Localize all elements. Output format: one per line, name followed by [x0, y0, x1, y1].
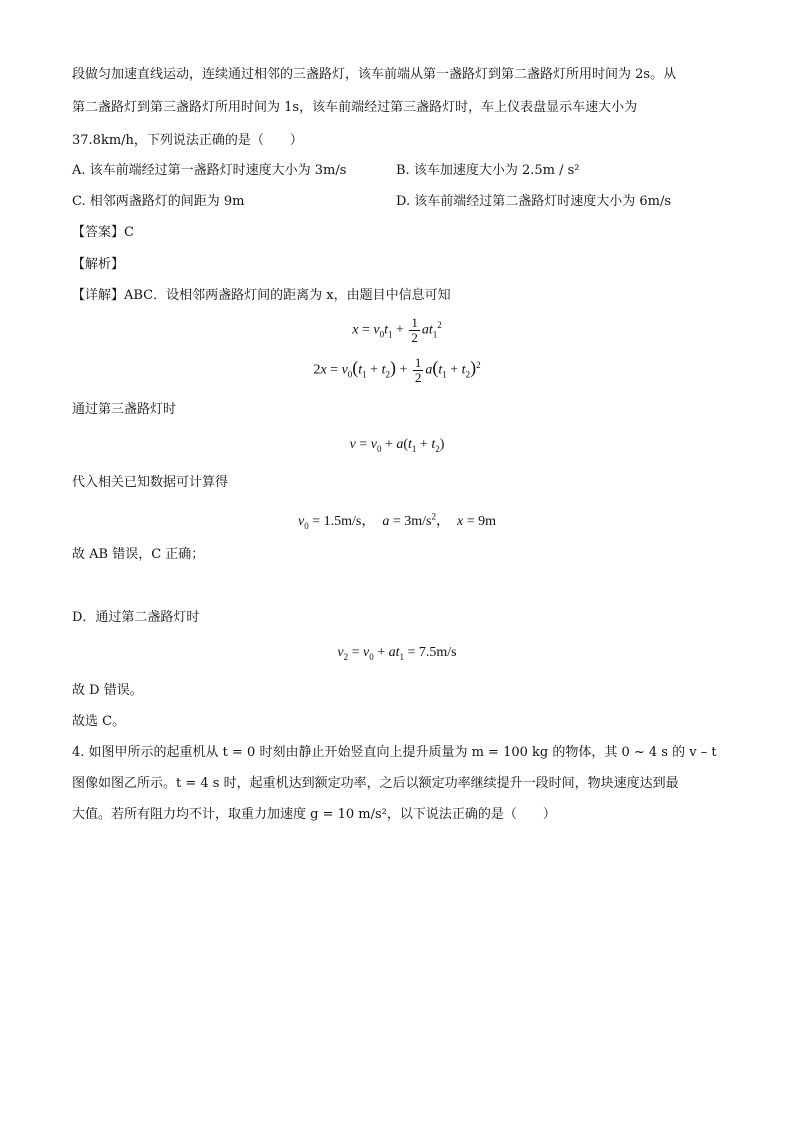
result-v2: 7.5m/s	[418, 645, 457, 660]
equation-2x-displacement: $2x = v_0(t_1 + t_2)$ + $\frac{1}{2}$ $a(t_1 + t_2)^2$	[313, 355, 481, 385]
fraction-one-half: $\frac{1}{2}$	[411, 315, 418, 345]
q4-stem-line-2: 图像如图乙所示。t = 4 s 时，起重机达到额定功率，之后以额定功率继续提升一段时间，物块速度达到最	[72, 776, 679, 791]
q3-stem-line-1: 段做匀加速直线运动，连续通过相邻的三盏路灯，该车前端从第一盏路灯到第二盏路灯所用时间为 2s。从	[72, 67, 677, 82]
q3-stem-line-3: 37.8km/h，下列说法正确的是（ ）	[72, 133, 303, 148]
result-v0: 1.5m/s	[323, 514, 362, 529]
q3-answer: 【答案】C	[72, 225, 134, 240]
text-d-wrong: 故 D 错误。	[72, 683, 143, 698]
q4-stem-line-1: 4. 如图甲所示的起重机从 t = 0 时刻由静止开始竖直向上提升质量为 m = 100 kg 的物体，其 0 ~ 4 s 的 v – t	[72, 745, 717, 760]
result-x: 9m	[478, 514, 496, 529]
text-choose: 故选 C。	[72, 714, 126, 729]
fraction-one-half: $\frac{1}{2}$	[414, 355, 422, 385]
q3-detail-line: 【详解】ABC．设相邻两盏路灯间的距离为 x，由题目中信息可知	[72, 288, 451, 303]
equation-v2: $v_2 = v_0 + at_1 = 7.5m/s$	[337, 645, 457, 662]
equation-x-displacement: $x = v_0t_1$ + $\frac{1}{2}$ $at_1^2$	[352, 315, 442, 345]
q3-option-b: B. 该车加速度大小为 2.5m / s²	[396, 163, 580, 178]
q3-analysis-heading: 【解析】	[72, 257, 125, 272]
equation-results: $v_0 = 1.5m/s$， $a = 3m/s^2$， x = 9m	[297, 511, 496, 531]
equation-velocity-third-lamp: $v = v_0 + a(t_1 + t_2)$	[349, 437, 445, 454]
q4-stem-line-3: 大值。若所有阻力均不计，取重力加速度 g = 10 m/s²，以下说法正确的是（ ）	[72, 807, 556, 822]
q3-option-d: D. 该车前端经过第二盏路灯时速度大小为 6m/s	[396, 194, 672, 209]
q3-stem-line-2: 第二盏路灯到第三盏路灯所用时间为 1s，该车前端经过第三盏路灯时，车上仪表盘显示车速大小为	[72, 100, 638, 115]
text-substitute: 代入相关已知数据可计算得	[72, 475, 229, 490]
text-d-intro: D．通过第二盏路灯时	[72, 610, 200, 625]
q3-option-a: A. 该车前端经过第一盏路灯时速度大小为 3m/s	[72, 163, 347, 178]
text-third-lamp: 通过第三盏路灯时	[72, 402, 177, 417]
q3-option-c: C. 相邻两盏路灯的间距为 9m	[72, 194, 245, 209]
result-a: 3m/s	[404, 514, 432, 529]
text-ab-wrong: 故 AB 错误，C 正确；	[72, 547, 205, 562]
